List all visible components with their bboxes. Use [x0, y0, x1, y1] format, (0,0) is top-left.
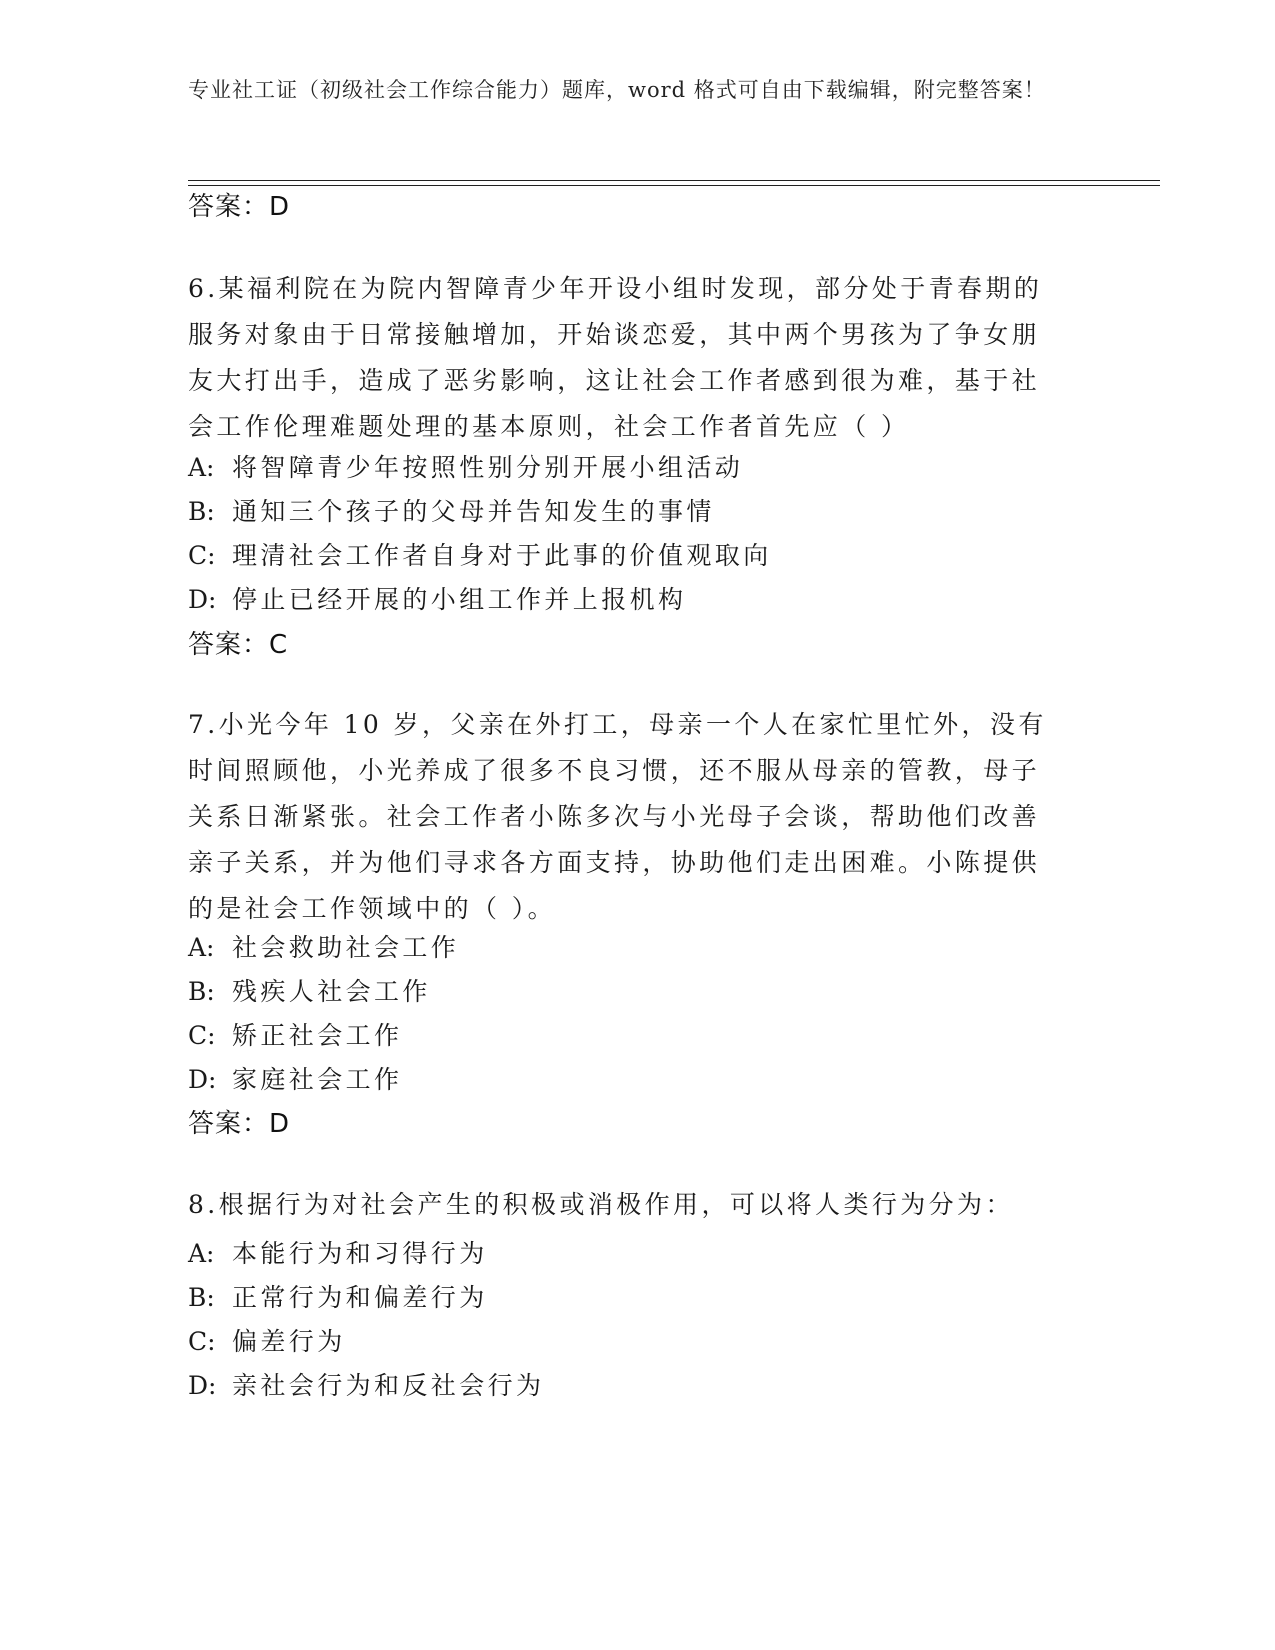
header-divider-secondary [188, 185, 1160, 186]
option-text: 理清社会工作者自身对于此事的价值观取向 [232, 541, 772, 570]
option-text: 亲社会行为和反社会行为 [232, 1371, 545, 1400]
option-text: 正常行为和偏差行为 [232, 1283, 488, 1312]
option-label: C: [188, 1327, 216, 1356]
question-7-option-c [188, 1016, 402, 1052]
option-text: 社会救助社会工作 [232, 933, 460, 962]
option-text: 矫正社会工作 [232, 1021, 403, 1050]
question-6-answer: 答案：C [188, 630, 289, 660]
option-text: 通知三个孩子的父母并告知发生的事情 [232, 497, 715, 526]
option-text: 停止已经开展的小组工作并上报机构 [232, 585, 687, 614]
question-6-option-a [188, 448, 743, 484]
answer-label: 答案：D [188, 192, 291, 222]
option-text: 偏差行为 [232, 1327, 346, 1356]
option-label: A: [188, 453, 215, 482]
document-header: 专业社工证（初级社会工作综合能力）题库，word 格式可自由下载编辑，附完整答案！ [188, 78, 1046, 102]
question-8-option-b [188, 1278, 488, 1314]
option-text: 将智障青少年按照性别分别开展小组活动 [232, 453, 744, 482]
question-6-option-c [188, 536, 772, 572]
option-label: C: [188, 541, 216, 570]
question-8-text: 8.根据行为对社会产生的积极或消极作用，可以将人类行为分为： [188, 1190, 1014, 1219]
option-label: D: [188, 1371, 217, 1400]
question-6-option-d [188, 580, 686, 616]
option-label: D: [188, 585, 217, 614]
question-8-option-d [188, 1366, 544, 1402]
option-text: 残疾人社会工作 [232, 977, 431, 1006]
question-7-option-b [188, 972, 431, 1008]
question-7-option-d [188, 1060, 402, 1096]
option-label: B: [188, 1283, 215, 1312]
option-label: D: [188, 1065, 217, 1094]
option-label: B: [188, 497, 215, 526]
question-7-answer: 答案：D [188, 1109, 291, 1139]
question-7-option-a [188, 928, 459, 964]
question-8-option-c [188, 1322, 346, 1358]
question-7-text: 7.小光今年 10 岁，父亲在外打工，母亲一个人在家忙里忙外，没有时间照顾他，小光养成了很多不良习惯，还不服从母亲的管教，母子关系日渐紧张。社会工作者小陈多次与小光母子会谈，帮助他们改善亲子关系，并为他们寻求各方面支持，协助他们走出困难。小陈提供的是社会工作领域中的（ ）。 [188, 710, 1047, 923]
option-label: A: [188, 1239, 215, 1268]
header-divider [188, 180, 1160, 181]
option-label: A: [188, 933, 215, 962]
option-label: C: [188, 1021, 216, 1050]
question-6-text: 6.某福利院在为院内智障青少年开设小组时发现，部分处于青春期的服务对象由于日常接触增加，开始谈恋爱，其中两个男孩为了争女朋友大打出手，造成了恶劣影响，这让社会工作者感到很为难，基于社会工作伦理难题处理的基本原则，社会工作者首先应（ ） [188, 274, 1043, 441]
question-8-option-a [188, 1234, 488, 1270]
question-6-option-b [188, 492, 715, 528]
option-text: 本能行为和习得行为 [232, 1239, 488, 1268]
option-label: B: [188, 977, 215, 1006]
option-text: 家庭社会工作 [232, 1065, 403, 1094]
